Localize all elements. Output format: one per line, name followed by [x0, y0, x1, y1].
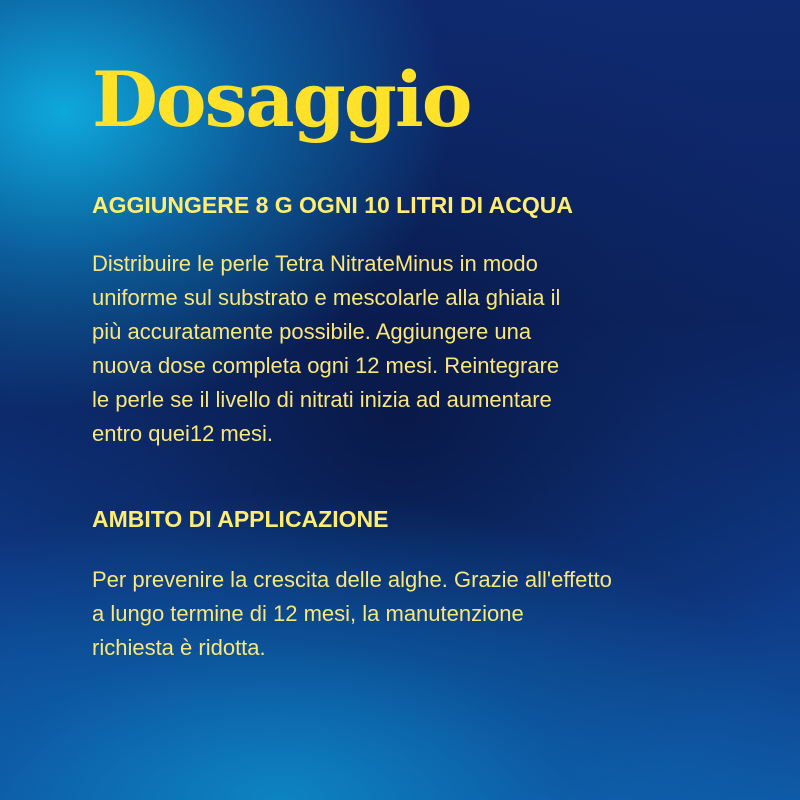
dosage-line: nuova dose completa ogni 12 mesi. Reintegrare	[92, 353, 560, 378]
dosage-line: Distribuire le perle Tetra NitrateMinus in modo	[92, 251, 538, 276]
dosage-line: entro quei12 mesi.	[92, 421, 273, 446]
page-title: Dosaggio	[92, 55, 471, 144]
application-line: Per prevenire la crescita delle alghe. Grazie all'effetto	[92, 567, 612, 592]
dosage-line: le perle se il livello di nitrati inizia ad aumentare	[92, 387, 552, 412]
dosage-line: uniforme sul substrato e mescolarle alla ghiaia il	[92, 285, 561, 310]
dosage-heading: AGGIUNGERE 8 G OGNI 10 LITRI DI ACQUA	[92, 192, 573, 218]
application-description	[92, 563, 732, 665]
dosage-line: più accuratamente possibile. Aggiungere una	[92, 319, 532, 344]
dosage-instructions	[92, 247, 732, 451]
application-line: a lungo termine di 12 mesi, la manutenzione	[92, 601, 524, 626]
application-heading: AMBITO DI APPLICAZIONE	[92, 506, 389, 532]
application-line: richiesta è ridotta.	[92, 635, 266, 660]
